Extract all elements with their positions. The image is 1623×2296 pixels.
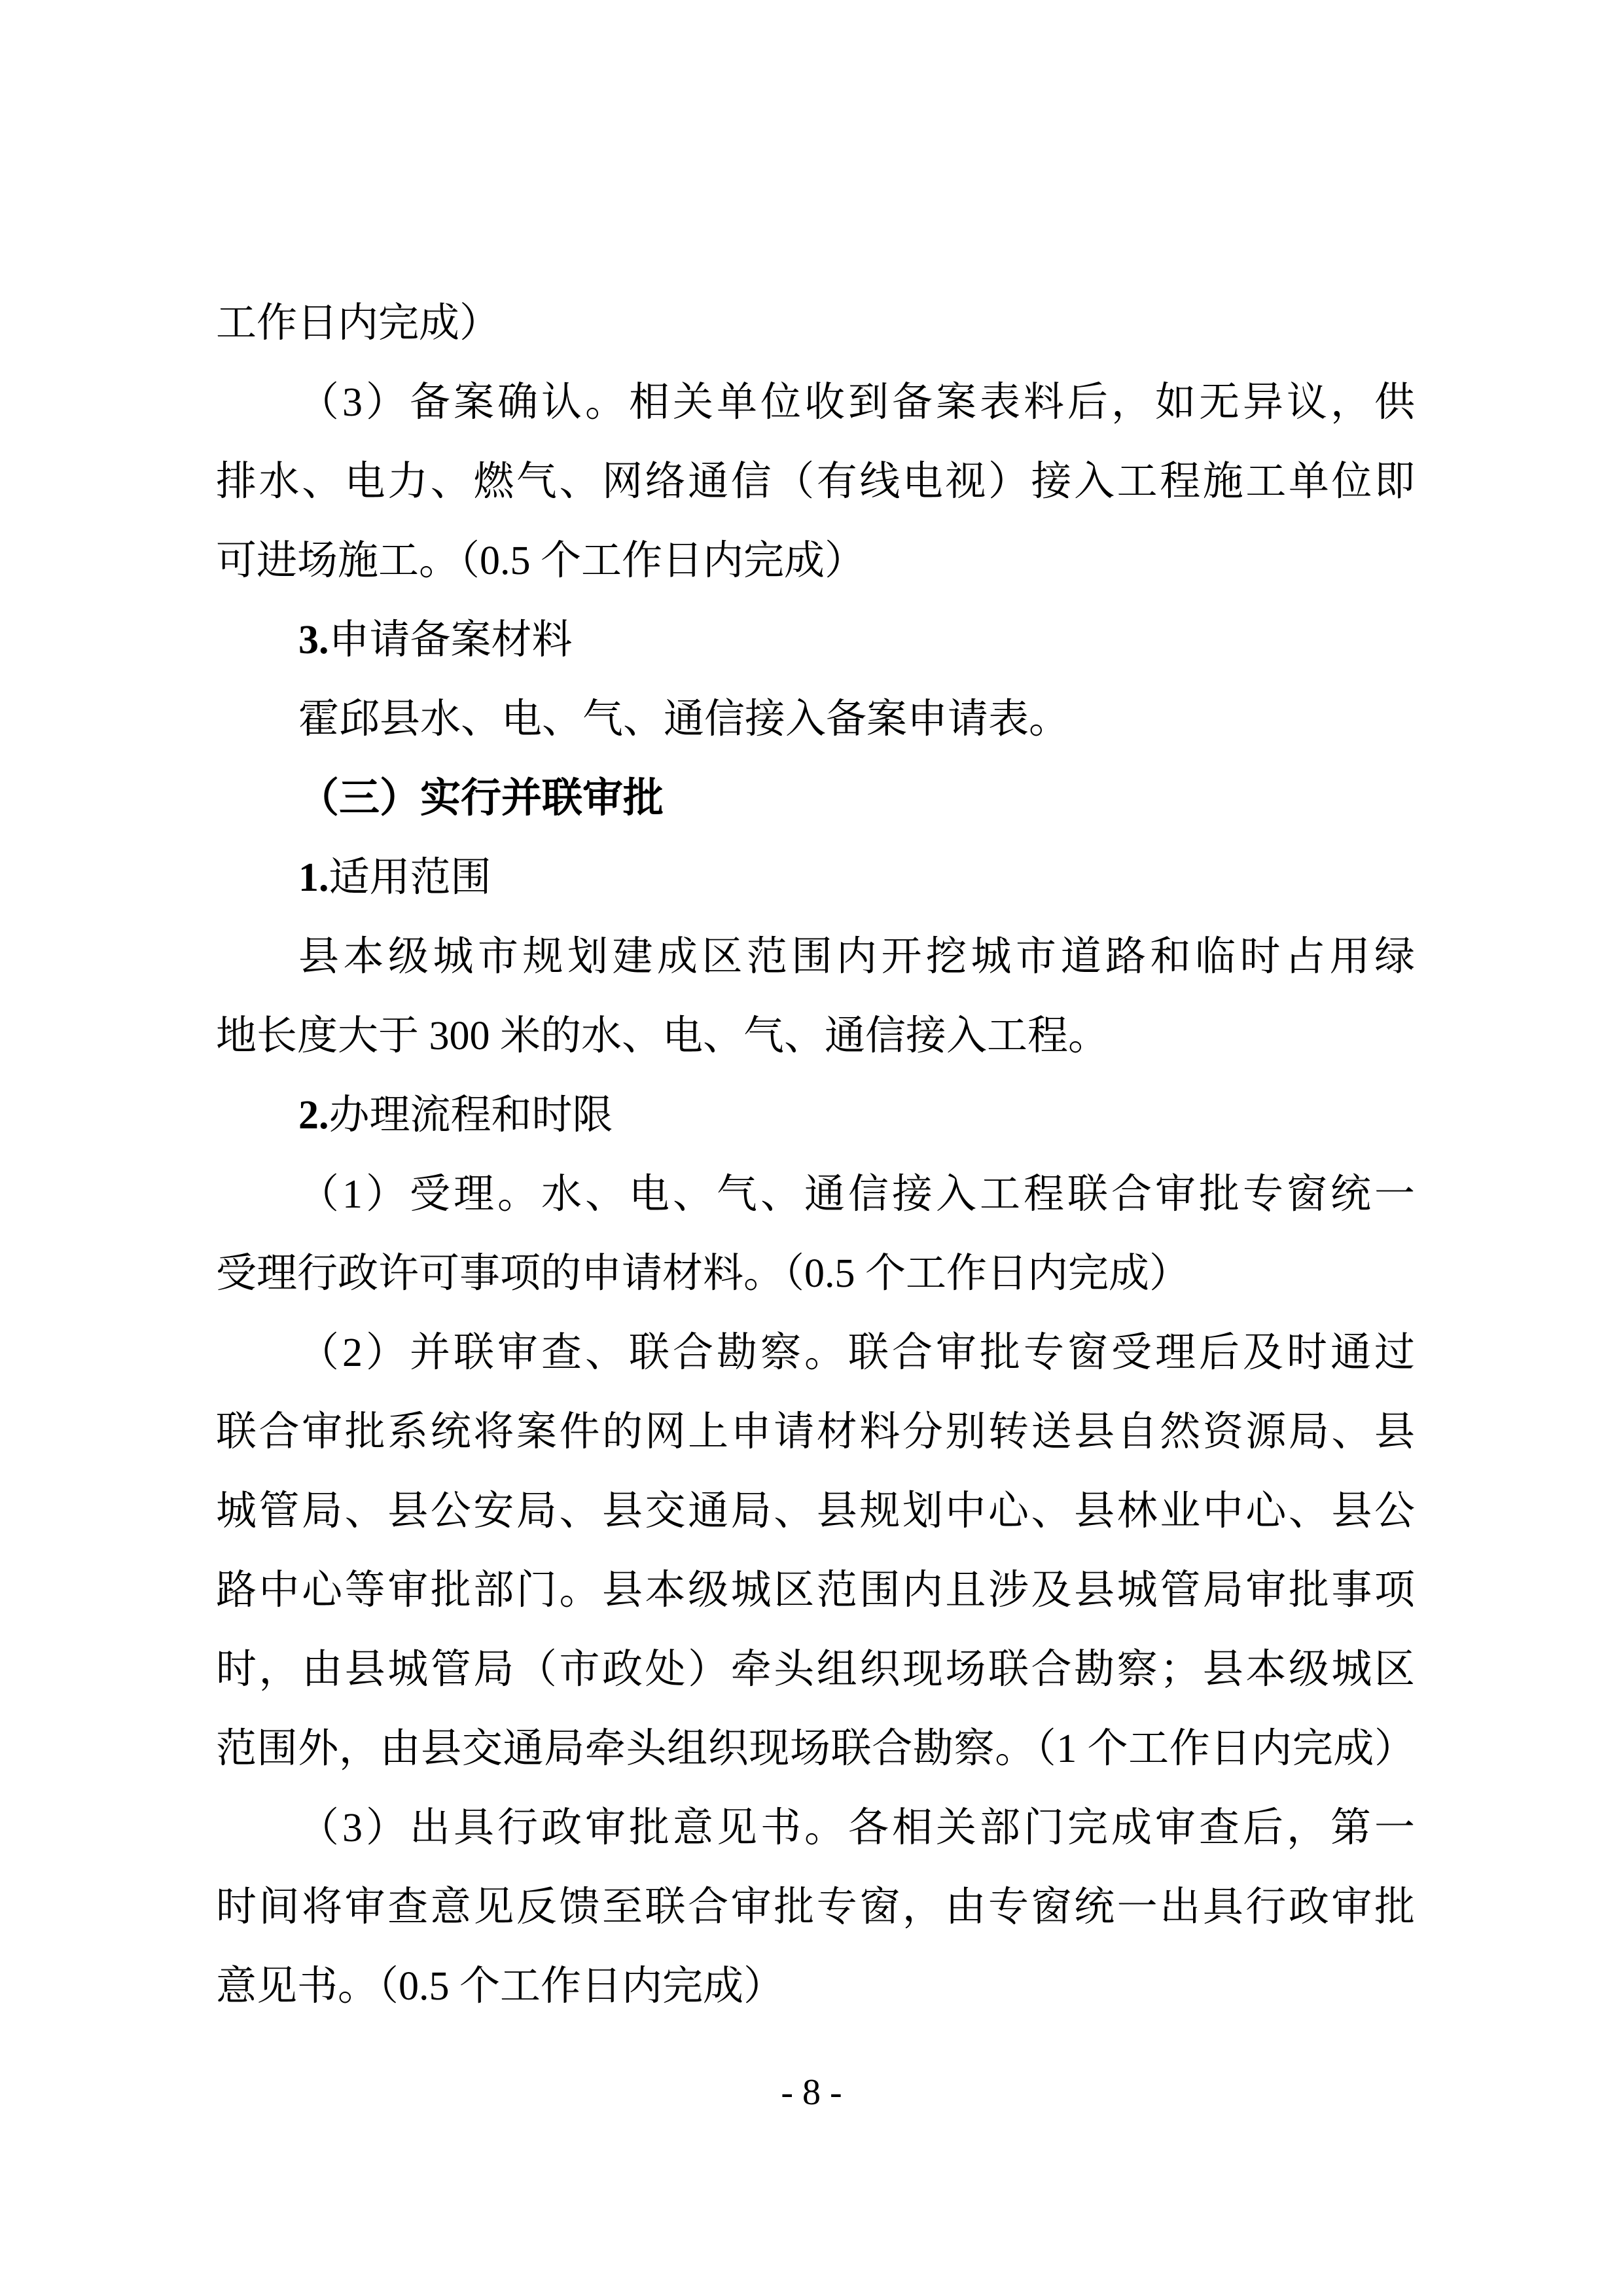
text-line: （3）备案确认。相关单位收到备案表料后，如无异议，供: [298, 380, 1415, 425]
text-line: 地长度大于 300 米的水、电、气、通信接入工程。: [216, 1014, 1109, 1058]
text-line: 受理行政许可事项的申请材料。（0.5 个工作日内完成）: [216, 1251, 1190, 1296]
text-line: 意见书。（0.5 个工作日内完成）: [216, 1964, 785, 2009]
text-line: 1.适用范围: [298, 855, 491, 900]
page-number: - 8 -: [781, 2072, 842, 2113]
heading-number: 3.: [298, 618, 329, 662]
text-line: 工作日内完成）: [216, 301, 501, 346]
text-line: 联合审批系统将案件的网上申请材料分别转送县自然资源局、县: [216, 1410, 1415, 1454]
text-line: （三）实行并联审批: [298, 776, 664, 821]
text-line: （1）受理。水、电、气、通信接入工程联合审批专窗统一: [298, 1172, 1415, 1217]
text-line: 霍邱县水、电、气、通信接入备案申请表。: [298, 697, 1070, 742]
text-line: 县本级城市规划建成区范围内开挖城市道路和临时占用绿: [298, 935, 1415, 979]
text-line: （3）出具行政审批意见书。各相关部门完成审查后，第一: [298, 1806, 1415, 1850]
text-line: 路中心等审批部门。县本级城区范围内且涉及县城管局审批事项: [216, 1568, 1415, 1613]
text-line: 时，由县城管局（市政处）牵头组织现场联合勘察；县本级城区: [216, 1647, 1415, 1692]
heading-number: 1.: [298, 855, 329, 900]
text-line: 排水、电力、燃气、网络通信（有线电视）接入工程施工单位即: [216, 459, 1415, 504]
heading-number: 2.: [298, 1093, 329, 1138]
text-line: 3.申请备案材料: [298, 618, 573, 662]
text-line: 2.办理流程和时限: [298, 1093, 613, 1138]
text-line: 时间将审查意见反馈至联合审批专窗，由专窗统一出具行政审批: [216, 1885, 1415, 1929]
text-line: 城管局、县公安局、县交通局、县规划中心、县林业中心、县公: [216, 1489, 1415, 1534]
text-line: 范围外，由县交通局牵头组织现场联合勘察。（1 个工作日内完成）: [216, 1727, 1415, 1771]
text-line: （2）并联审查、联合勘察。联合审批专窗受理后及时通过: [298, 1331, 1415, 1375]
text-block: [216, 284, 1415, 2026]
text-line: 可进场施工。（0.5 个工作日内完成）: [216, 539, 866, 583]
